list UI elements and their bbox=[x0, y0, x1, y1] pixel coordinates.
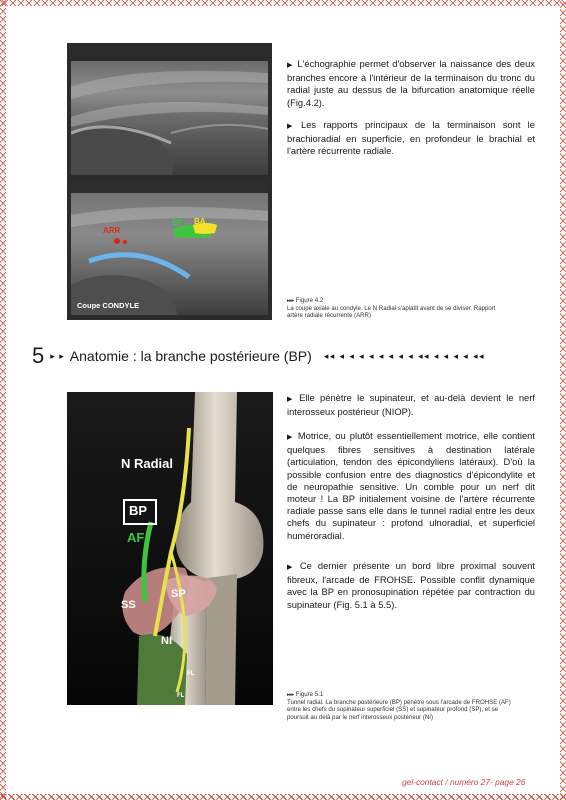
section-number: 5 bbox=[32, 343, 45, 368]
body-paragraph-1: ▶ Elle pénètre le supinateur, et au-delà devient le nerf interosseux postérieur (NIOP). bbox=[287, 392, 535, 418]
af-label: AF bbox=[127, 530, 145, 545]
sp-label: SP bbox=[171, 588, 186, 600]
body-paragraph-3: ▶ Ce dernier présente un bord libre proximal souvent fibreux, l'arcade de FROHSE. Possible conflit dynamique avec la BP en pronosupination répétée par contraction du supinateur (Fig. 5.1 à 5.5). bbox=[287, 560, 535, 610]
section-title: Anatomie : la branche postérieure (BP) bbox=[69, 348, 312, 364]
body-paragraph-2: ▶ Motrice, ou plutôt essentiellement motrice, elle contient quelques fibres sensitives à destination latérale (articulation, tendon des épicondyliens latéraux). D'où la possible confusion entre des diagnostics d'épicondylite et de neuropathie sensitive. Un comble pour un nerf dit moteur ! La BP initialement voisine de l'artère récurrente radiale passe sans elle dans le tunnel radial entre les deux chefs du supinateur : profond ulnoradial, et superficiel huméroradial. bbox=[287, 430, 535, 541]
zigzag-border-right bbox=[560, 0, 566, 800]
zigzag-border-bottom bbox=[0, 794, 566, 800]
arr-dot bbox=[114, 238, 120, 244]
caption-arrows-icon: ▸▸▸ bbox=[287, 298, 294, 304]
ss-label: SS bbox=[121, 599, 136, 611]
bullet-icon: ▶ bbox=[287, 396, 296, 403]
intro-paragraph-1: ▶ L'échographie permet d'observer la naissance des deux branches encore à l'intérieur de la terminaison du tronc du radial juste au dessus de la bifurcation anatomique réelle (Fig.4.2). bbox=[287, 58, 535, 108]
heading-arrows-icon: ▸ ▸ bbox=[50, 350, 65, 361]
arr-label: ARR bbox=[103, 226, 121, 235]
page-footer: gel-contact / numéro 27- page 26 bbox=[402, 777, 526, 787]
bullet-icon: ▶ bbox=[287, 123, 297, 130]
ba-label: BA bbox=[194, 217, 206, 226]
caption-text: Tunnel radial. La branche postérieure (BP) pénètre sous l'arcade de FROHSE (AF) entre les chefs du supinateur superficiel (SS) et supinateur profond (SP), et se poursuit au delà par le nerf interosseux postérieur (NI) bbox=[287, 699, 511, 721]
fl-label: FL bbox=[177, 693, 185, 699]
caption-text: La coupe axiale au condyle. Le N Radial s'aplatit avant de se diviser. Rapport artère radiale récurrente (ARR) bbox=[287, 305, 496, 320]
caption-title: Figure 4.2 bbox=[295, 297, 324, 304]
arr-dot bbox=[123, 240, 127, 244]
ultrasound-panel-top bbox=[71, 47, 268, 175]
n-radial-label: N Radial bbox=[121, 456, 174, 471]
ultrasound-figure-4-2 bbox=[67, 43, 272, 320]
bp-label: BP bbox=[129, 503, 148, 518]
ni-label: NI bbox=[161, 635, 172, 647]
figure-4-2-caption bbox=[287, 297, 512, 320]
heading-tail-arrows-icon: ◂◂ ◂ ◂ ◂ ◂ ◂ ◂ ◂ ◂ ◂◂ ◂ ◂ ◂ ◂ ◂◂ bbox=[323, 350, 485, 361]
bp-label: BP bbox=[172, 218, 184, 227]
intro-paragraph-2: ▶ Les rapports principaux de la terminaison sont le brachioradial en superficie, en profondeur le brachial et l'artère récurrente radiale. bbox=[287, 119, 535, 157]
ultrasound-panel-bottom bbox=[71, 181, 268, 315]
caption-title: Figure 5.1 bbox=[295, 691, 324, 698]
anatomy-figure-5-1 bbox=[67, 392, 273, 705]
zigzag-border-top bbox=[0, 0, 566, 6]
section-heading bbox=[32, 343, 542, 369]
bullet-icon: ▶ bbox=[287, 62, 294, 69]
caption-arrows-icon: ▸▸▸ bbox=[287, 692, 294, 698]
figure-5-1-caption bbox=[287, 691, 512, 721]
zigzag-border-left bbox=[0, 0, 6, 800]
bullet-icon: ▶ bbox=[287, 564, 296, 571]
fl-label: FL bbox=[187, 671, 195, 677]
bullet-icon: ▶ bbox=[287, 434, 294, 441]
coupe-label: Coupe CONDYLE bbox=[77, 301, 140, 310]
